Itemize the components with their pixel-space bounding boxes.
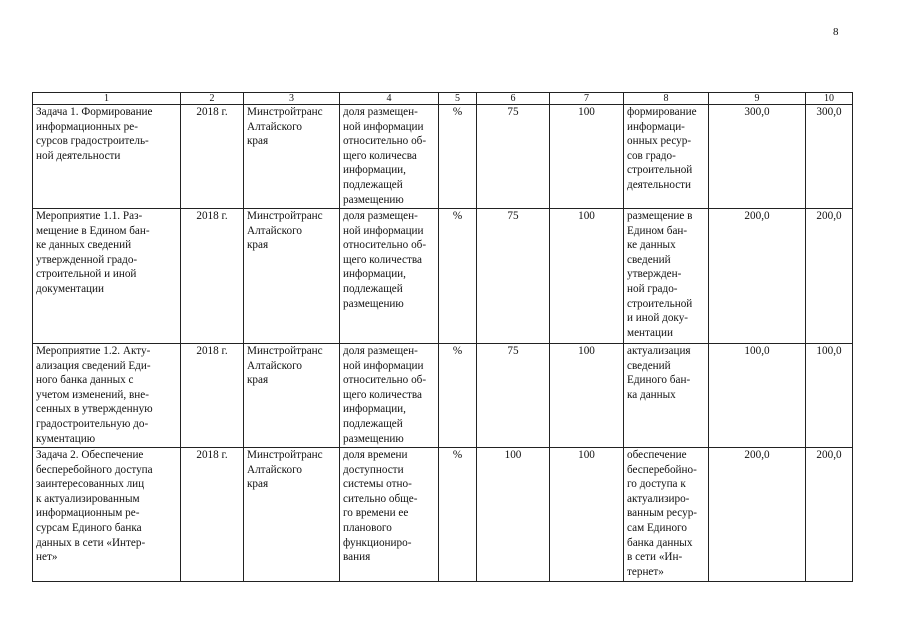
year-cell: 2018 г.	[181, 105, 244, 209]
column-header: 6	[477, 93, 550, 105]
table-row	[33, 344, 853, 448]
year-cell: 2018 г.	[181, 448, 244, 582]
table-row	[33, 209, 853, 344]
value-cell: 75	[477, 105, 550, 209]
value-cell: 100	[550, 209, 624, 344]
indicator-cell: доля размещен- ной информации относительно об- щего количества информации, подлежащей размещению	[340, 344, 439, 448]
amount-cell: 200,0	[806, 448, 853, 582]
table-header-row	[33, 93, 853, 105]
unit-cell: %	[439, 344, 477, 448]
column-header: 8	[624, 93, 709, 105]
year-cell: 2018 г.	[181, 344, 244, 448]
executor-cell: Минстройтранс Алтайского края	[244, 209, 340, 344]
table-row	[33, 448, 853, 582]
value-cell: 100	[477, 448, 550, 582]
indicator-cell: доля размещен- ной информации относительно об- щего количества информации, подлежащей размещению	[340, 209, 439, 344]
indicator-cell: доля размещен- ной информации относительно об- щего количеcва информации, подлежащей размещению	[340, 105, 439, 209]
column-header: 10	[806, 93, 853, 105]
program-table	[32, 92, 853, 582]
indicator-cell: доля времени доступности системы отно- сительно обще- го времени ее планового функциониро- вания	[340, 448, 439, 582]
value-cell: 75	[477, 344, 550, 448]
task-name-cell: Мероприятие 1.2. Акту- ализация сведений Еди- ного банка данных с учетом изменений, вне- сенных в утвержденную градостроительную до- кументацию	[33, 344, 181, 448]
column-header: 4	[340, 93, 439, 105]
amount-cell: 100,0	[806, 344, 853, 448]
result-cell: формирование информаци- онных ресур- сов градо- строительной деятельности	[624, 105, 709, 209]
column-header: 2	[181, 93, 244, 105]
column-header: 1	[33, 93, 181, 105]
value-cell: 100	[550, 105, 624, 209]
column-header: 5	[439, 93, 477, 105]
executor-cell: Минстройтранс Алтайского края	[244, 448, 340, 582]
value-cell: 75	[477, 209, 550, 344]
amount-cell: 300,0	[709, 105, 806, 209]
column-header: 7	[550, 93, 624, 105]
value-cell: 100	[550, 448, 624, 582]
amount-cell: 200,0	[709, 209, 806, 344]
column-header: 3	[244, 93, 340, 105]
amount-cell: 200,0	[709, 448, 806, 582]
year-cell: 2018 г.	[181, 209, 244, 344]
executor-cell: Минстройтранс Алтайского края	[244, 105, 340, 209]
amount-cell: 300,0	[806, 105, 853, 209]
amount-cell: 200,0	[806, 209, 853, 344]
column-header: 9	[709, 93, 806, 105]
unit-cell: %	[439, 448, 477, 582]
unit-cell: %	[439, 209, 477, 344]
executor-cell: Минстройтранс Алтайского края	[244, 344, 340, 448]
table-row	[33, 105, 853, 209]
task-name-cell: Задача 2. Обеспечение бесперебойного доступа заинтересованных лиц к актуализированным информационным ре- сурсам Единого банка данных в сети «Интер- нет»	[33, 448, 181, 582]
result-cell: актуализация сведений Единого бан- ка данных	[624, 344, 709, 448]
task-name-cell: Задача 1. Формирование информационных ре- сурсов градостроитель- ной деятельности	[33, 105, 181, 209]
value-cell: 100	[550, 344, 624, 448]
result-cell: размещение в Едином бан- ке данных сведений утвержден- ной градо- строительной и иной доку- ментации	[624, 209, 709, 344]
result-cell: обеспечение бесперебойно- го доступа к актуализиро- ванным ресур- сам Единого банка данных в сети «Ин- тернет»	[624, 448, 709, 582]
amount-cell: 100,0	[709, 344, 806, 448]
page-number: 8	[833, 26, 839, 38]
task-name-cell: Мероприятие 1.1. Раз- мещение в Едином бан- ке данных сведений утвержденной градо- строительной и иной документации	[33, 209, 181, 344]
unit-cell: %	[439, 105, 477, 209]
